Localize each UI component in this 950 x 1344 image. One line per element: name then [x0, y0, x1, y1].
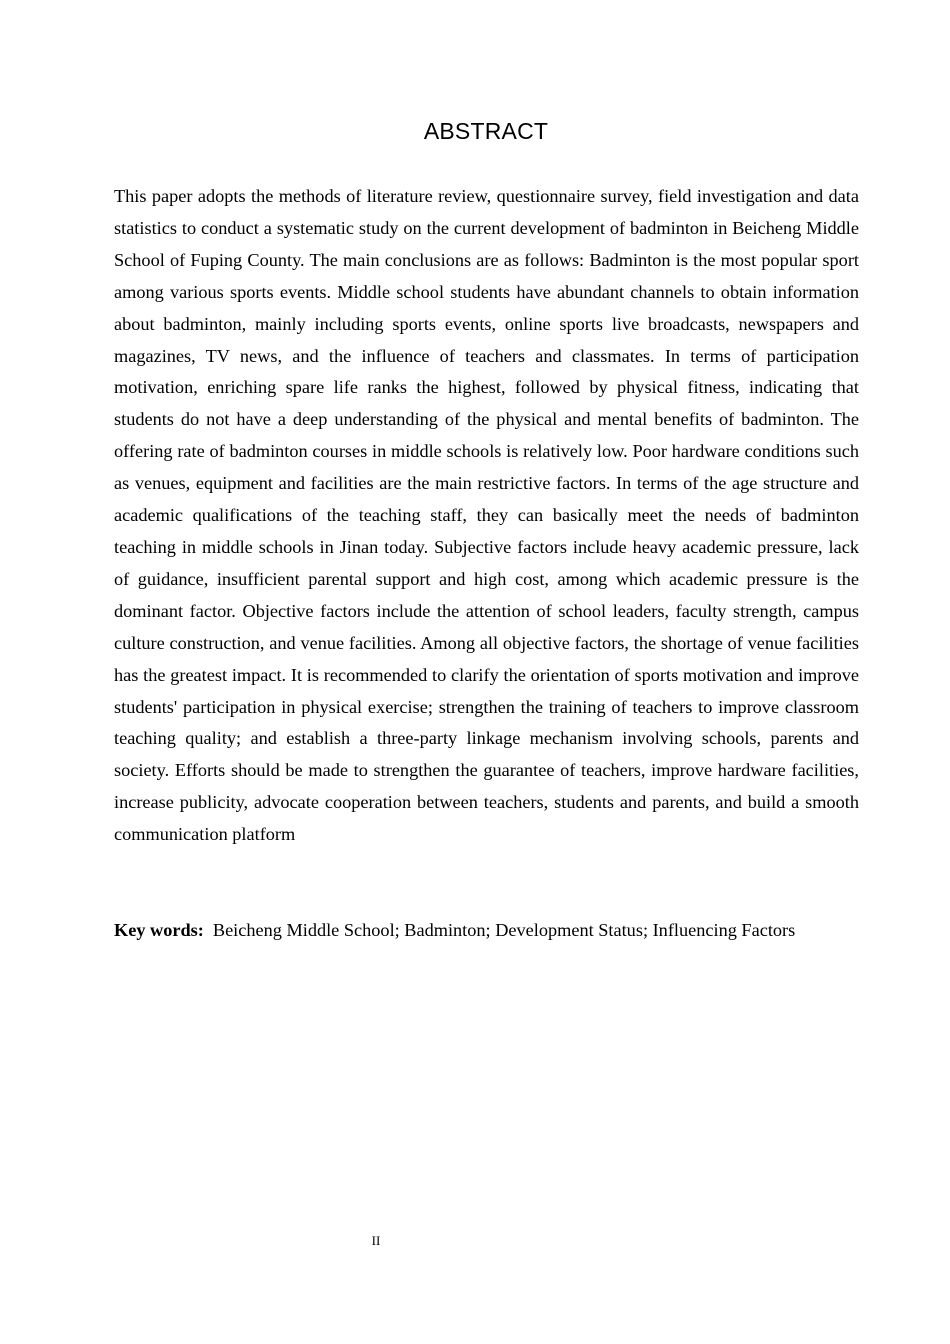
abstract-body: This paper adopts the methods of literature review, questionnaire survey, field investigation and data statistics to conduct a systematic study on the current development of badminton in Beicheng Middle School of Fuping County. The main conclusions are as follows: Badminton is the most popular sport among various sports events. Middle school students have abundant channels to obtain information about badminton, mainly including sports events, online sports live broadcasts, newspapers and magazines, TV news, and the influence of teachers and classmates. In terms of participation motivation, enriching spare life ranks the highest, followed by physical fitness, indicating that students do not have a deep understanding of the physical and mental benefits of badminton. The offering rate of badminton courses in middle schools is relatively low. Poor hardware conditions such as venues, equipment and facilities are the main restrictive factors. In terms of the age structure and academic qualifications of the teaching staff, they can basically meet the needs of badminton teaching in middle schools in Jinan today. Subjective factors include heavy academic pressure, lack of guidance, insufficient parental support and high cost, among which academic pressure is the dominant factor. Objective factors include the attention of school leaders, faculty strength, campus culture construction, and venue facilities. Among all objective factors, the shortage of venue facilities has the greatest impact. It is recommended to clarify the orientation of sports motivation and improve students' participation in physical exercise; strengthen the training of teachers to improve classroom teaching quality; and establish a three-party linkage mechanism involving schools, parents and society. Efforts should be made to strengthen the guarantee of teachers, improve hardware facilities, increase publicity, advocate cooperation between teachers, students and parents, and build a smooth communication platform: [114, 186, 859, 845]
abstract-title: ABSTRACT: [423, 118, 549, 144]
keywords-line: [114, 915, 874, 947]
keywords-text: Beicheng Middle School; Badminton; Development Status; Influencing Factors: [212, 920, 796, 940]
page-number: II: [371, 1233, 381, 1248]
keywords-label: Key words:: [114, 920, 204, 940]
